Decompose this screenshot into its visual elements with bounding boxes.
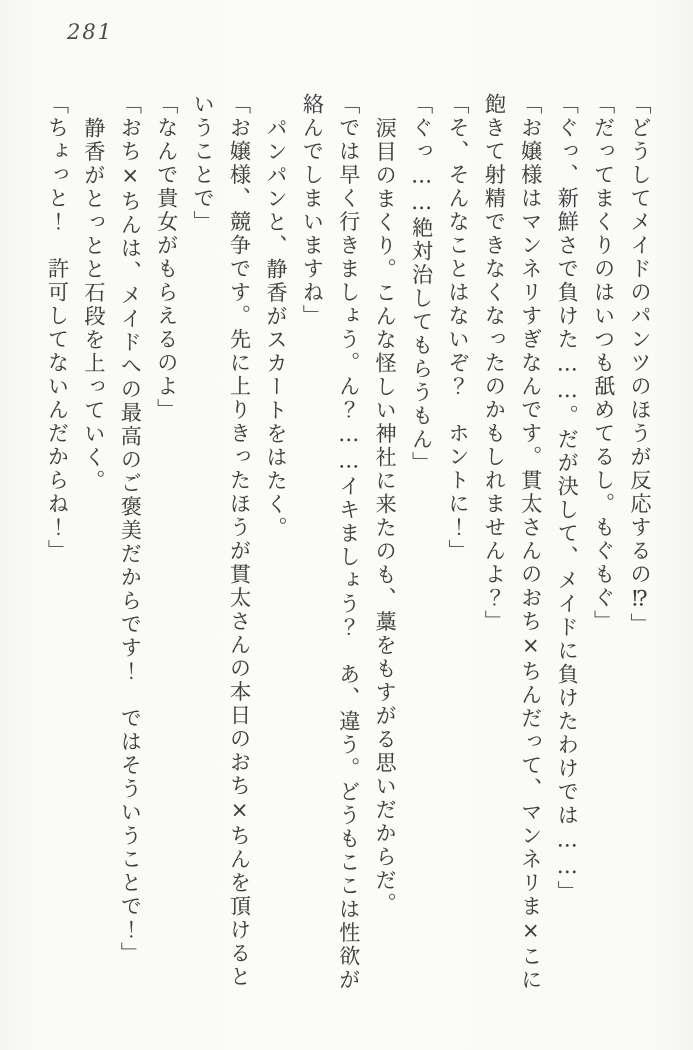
text-line-9: 「では早く行きましょう。ん？……イキましょう？ あ、違う。どうもここは性欲が <box>336 93 361 992</box>
page-text <box>38 93 658 1008</box>
text-line-12: 「お嬢様、競争です。先に上りきったほうが貫太さんの本日のおち×ちんを頂けると <box>227 93 252 989</box>
text-line-13: いうことで」 <box>191 93 216 234</box>
text-line-4: 「お嬢様はマンネリすぎなんです。貫太さんのおち×ちんだって、マンネリま×こに <box>518 93 543 992</box>
text-line-17: 「ちょっと！ 許可してないんだからね！」 <box>45 93 70 563</box>
text-line-7: 「ぐっ……絶対治してもらうもん」 <box>409 93 434 475</box>
text-line-8: 涙目のまくり。こんな怪しい神社に来たのも、藁をもすがる思いだからだ。 <box>373 116 398 916</box>
text-line-3: 「ぐっ、新鮮さで負けた……。だが決して、メイドに負けたわけでは……」 <box>555 93 580 904</box>
text-line-11: パンパンと、静香がスカートをはたく。 <box>263 116 288 540</box>
text-line-5: 飽きて射精できなくなったのかもしれませんよ？」 <box>482 93 507 634</box>
text-line-2: 「だってまくりのはいつも舐めてるし。もぐもぐ」 <box>591 93 616 634</box>
text-line-1: 「どうしてメイドのパンツのほうが反応するの⁉」 <box>628 93 652 637</box>
text-line-16: 静香がとっとと石段を上っていく。 <box>81 116 106 493</box>
text-line-6: 「そ、そんなことはないぞ？ ホントに！」 <box>445 93 470 563</box>
page-number: 281 <box>67 20 114 44</box>
text-line-10: 絡んでしまいますね」 <box>300 93 325 328</box>
text-line-15: 「おち×ちんは、メイドへの最高のご褒美だからです！ ではそういうことで！」 <box>118 93 143 966</box>
text-line-14: 「なんで貴女がもらえるのよ」 <box>154 93 179 422</box>
